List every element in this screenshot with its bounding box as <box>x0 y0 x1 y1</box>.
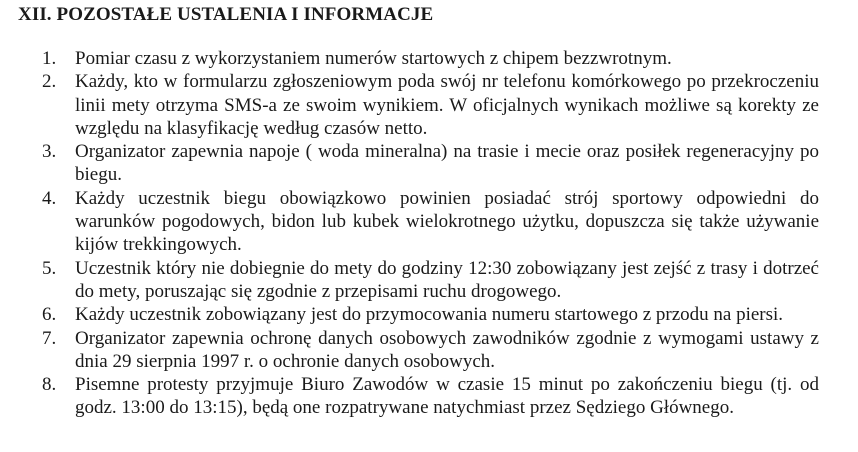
item-number: 2. <box>42 71 57 93</box>
item-number: 8. <box>42 374 57 396</box>
item-number: 6. <box>42 304 57 326</box>
list-item <box>42 257 819 304</box>
list-item <box>42 187 819 257</box>
item-number: 7. <box>42 327 57 349</box>
item-text: Pisemne protesty przyjmuje Biuro Zawodów w czasie 15 minut po zakończeniu biegu (tj. od godz. 13:00 do 13:15), będą one rozpatrywane natychmiast przez Sędziego Głównego. <box>75 374 819 419</box>
list-item <box>42 70 819 140</box>
item-text: Każdy uczestnik biegu obowiązkowo powinien posiadać strój sportowy odpowiedni do warunków pogodowych, bidon lub kubek wielokrotnego użytku, dopuszcza się także używanie kijów trekkingowych. <box>75 187 819 256</box>
list-item <box>42 140 819 187</box>
item-number: 1. <box>42 48 57 69</box>
item-text: Uczestnik który nie dobiegnie do mety do godziny 12:30 zobowiązany jest zejść z trasy i dotrzeć do mety, poruszając się zgodnie z przepisami ruchu drogowego. <box>75 257 819 302</box>
list-item <box>42 373 819 420</box>
item-number: 4. <box>42 187 57 209</box>
list-item <box>42 303 819 326</box>
item-number: 3. <box>42 141 57 163</box>
item-text: Organizator zapewnia ochronę danych osobowych zawodników zgodnie z wymogami ustawy z dnia 29 sierpnia 1997 r. o ochronie danych osobowych. <box>75 327 819 372</box>
item-text: Pomiar czasu z wykorzystaniem numerów startowych z chipem bezzwrotnym. <box>75 48 672 69</box>
list-item <box>42 47 819 70</box>
rules-list <box>42 47 819 420</box>
item-text: Organizator zapewnia napoje ( woda mineralna) na trasie i mecie oraz posiłek regeneracyjny po biegu. <box>75 141 819 186</box>
item-number: 5. <box>42 257 57 279</box>
list-item <box>42 327 819 374</box>
item-text: Każdy, kto w formularzu zgłoszeniowym poda swój nr telefonu komórkowego po przekroczeniu linii mety otrzyma SMS-a ze swoim wynikiem. W oficjalnych wynikach możliwe są korekty ze względu na klasyfikację według czasów netto. <box>75 71 819 139</box>
section-heading: XII. POZOSTAŁE USTALENIA I INFORMACJE <box>18 4 434 25</box>
item-text: Każdy uczestnik zobowiązany jest do przymocowania numeru startowego z przodu na piersi. <box>75 304 784 326</box>
